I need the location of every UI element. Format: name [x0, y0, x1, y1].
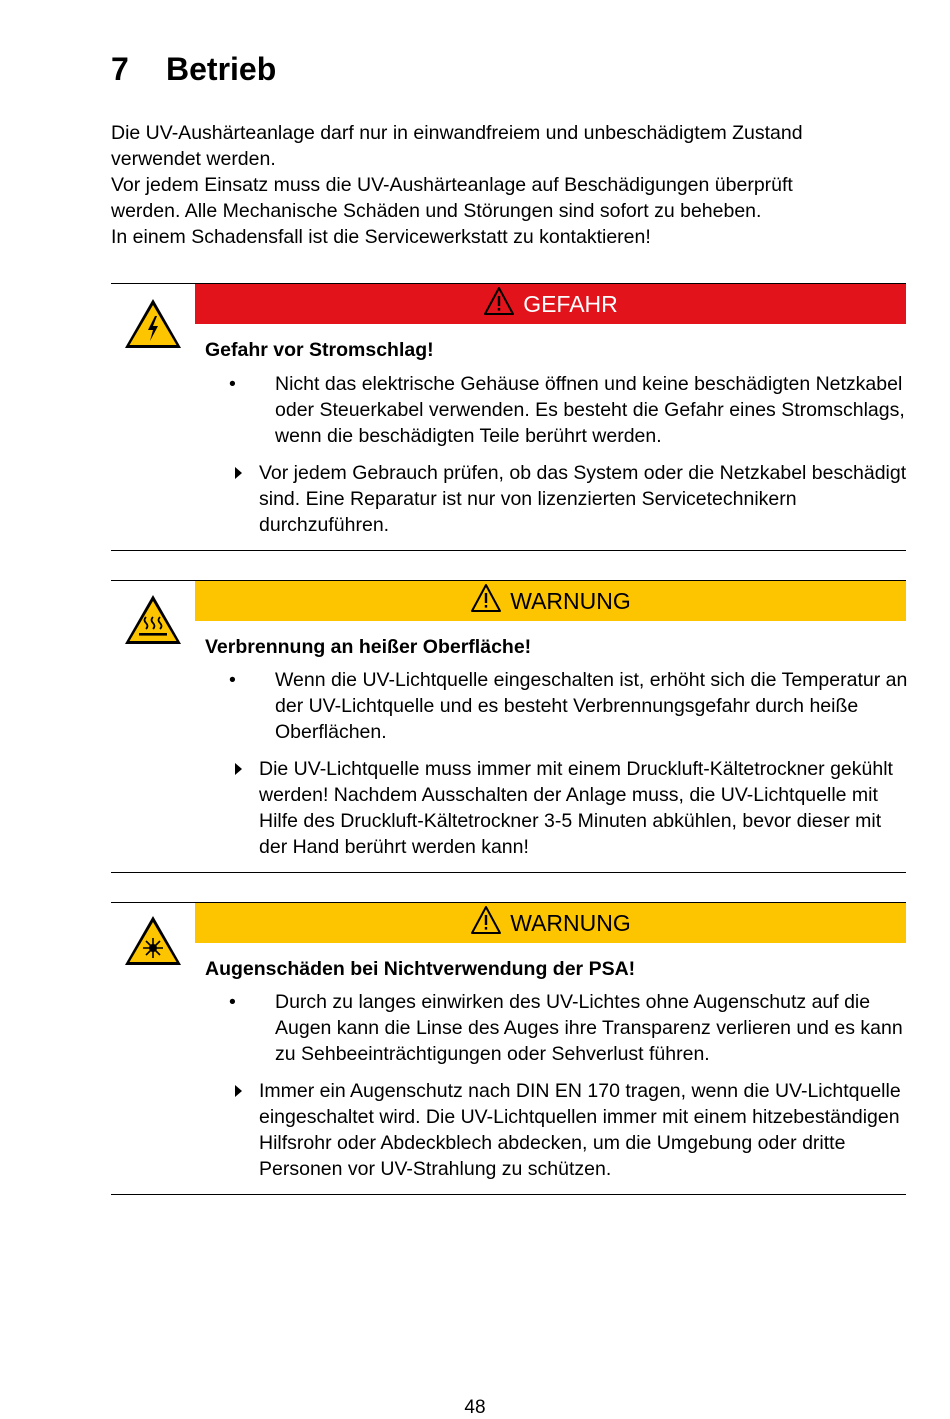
warning-banner — [195, 903, 906, 943]
intro-line: In einem Schadensfall ist die Servicewerkstatt zu kontaktieren! — [111, 226, 651, 248]
instruction-text: Immer ein Augenschutz nach DIN EN 170 tragen, wenn die UV-Lichtquelle eingeschaltet wird. Die UV-Lichtquellen immer mit einem hitzebeständigen Hilfsrohr oder Abdeckblech abdecken, um die Umgebung oder dritte Personen vor UV-Strahlung zu schützen. — [259, 1080, 901, 1180]
bullet-dot: • — [229, 373, 236, 395]
hazard-title: Verbrennung an heißer Oberfläche! — [205, 636, 532, 658]
bullet-dot: • — [229, 991, 236, 1013]
intro-line: Die UV-Aushärteanlage darf nur in einwandfreiem und unbeschädigtem Zustand — [111, 122, 803, 144]
hot-surface-warning-icon — [123, 593, 183, 647]
hazard-consequence — [229, 667, 909, 745]
instruction-text: Vor jedem Gebrauch prüfen, ob das System oder die Netzkabel beschädigt sind. Eine Reparatur ist nur von lizenzierten Servicetechnikern durchzuführen. — [259, 462, 907, 536]
warning-triangle-icon — [483, 286, 515, 316]
signal-word: WARNUNG — [510, 910, 631, 936]
bullet-dot: • — [229, 669, 236, 691]
intro-line: verwendet werden. — [111, 148, 276, 170]
action-arrow-icon — [235, 1085, 242, 1097]
intro-paragraph — [111, 120, 901, 250]
optical-radiation-warning-icon — [123, 914, 183, 968]
warning-notice — [111, 902, 906, 1195]
hazard-title: Gefahr vor Stromschlag! — [205, 339, 434, 361]
warning-notice — [111, 580, 906, 873]
warning-triangle-icon — [470, 583, 502, 613]
safety-instruction — [233, 460, 913, 538]
hazard-consequence — [229, 989, 909, 1067]
action-arrow-icon — [235, 763, 242, 775]
consequence-text: Nicht das elektrische Gehäuse öffnen und keine beschädigten Netzkabel oder Steuerkabel verwenden. Es besteht die Gefahr eines Stromschlags, wenn die beschädigten Teile berührt werden. — [275, 373, 905, 447]
safety-instruction — [233, 1078, 913, 1182]
action-arrow-icon — [235, 467, 242, 479]
warning-banner — [195, 581, 906, 621]
chapter-title: Betrieb — [166, 51, 277, 87]
page-number: 48 — [464, 1397, 486, 1418]
danger-banner — [195, 284, 906, 324]
hazard-consequence — [229, 371, 909, 449]
danger-notice — [111, 283, 906, 551]
instruction-text: Die UV-Lichtquelle muss immer mit einem Druckluft-Kältetrockner gekühlt werden! Nachdem Ausschalten der Anlage muss, die UV-Lichtquelle mit Hilfe des Druckluft-Kältetrockner 3-5 Minuten abkühlen, bevor dieser mit der Hand berührt werden kann! — [259, 758, 893, 858]
signal-word: WARNUNG — [510, 588, 631, 614]
consequence-text: Durch zu langes einwirken des UV-Lichtes ohne Augenschutz auf die Augen kann die Linse des Auges ihre Transparenz verlieren und es kann zu Sehbeeinträchtigungen oder Sehverlust führen. — [275, 991, 903, 1065]
intro-line: werden. Alle Mechanische Schäden und Störungen sind sofort zu beheben. — [111, 200, 762, 222]
intro-line: Vor jedem Einsatz muss die UV-Aushärteanlage auf Beschädigungen überprüft — [111, 174, 793, 196]
chapter-number: 7 — [111, 51, 129, 87]
electric-shock-warning-icon — [123, 297, 183, 351]
hazard-title: Augenschäden bei Nichtverwendung der PSA! — [205, 958, 636, 980]
safety-instruction — [233, 756, 913, 860]
chapter-heading — [111, 50, 276, 88]
consequence-text: Wenn die UV-Lichtquelle eingeschalten ist, erhöht sich die Temperatur an der UV-Lichtquelle und es besteht Verbrennungsgefahr durch heiße Oberflächen. — [275, 669, 908, 743]
signal-word: GEFAHR — [523, 291, 618, 317]
warning-triangle-icon — [470, 905, 502, 935]
